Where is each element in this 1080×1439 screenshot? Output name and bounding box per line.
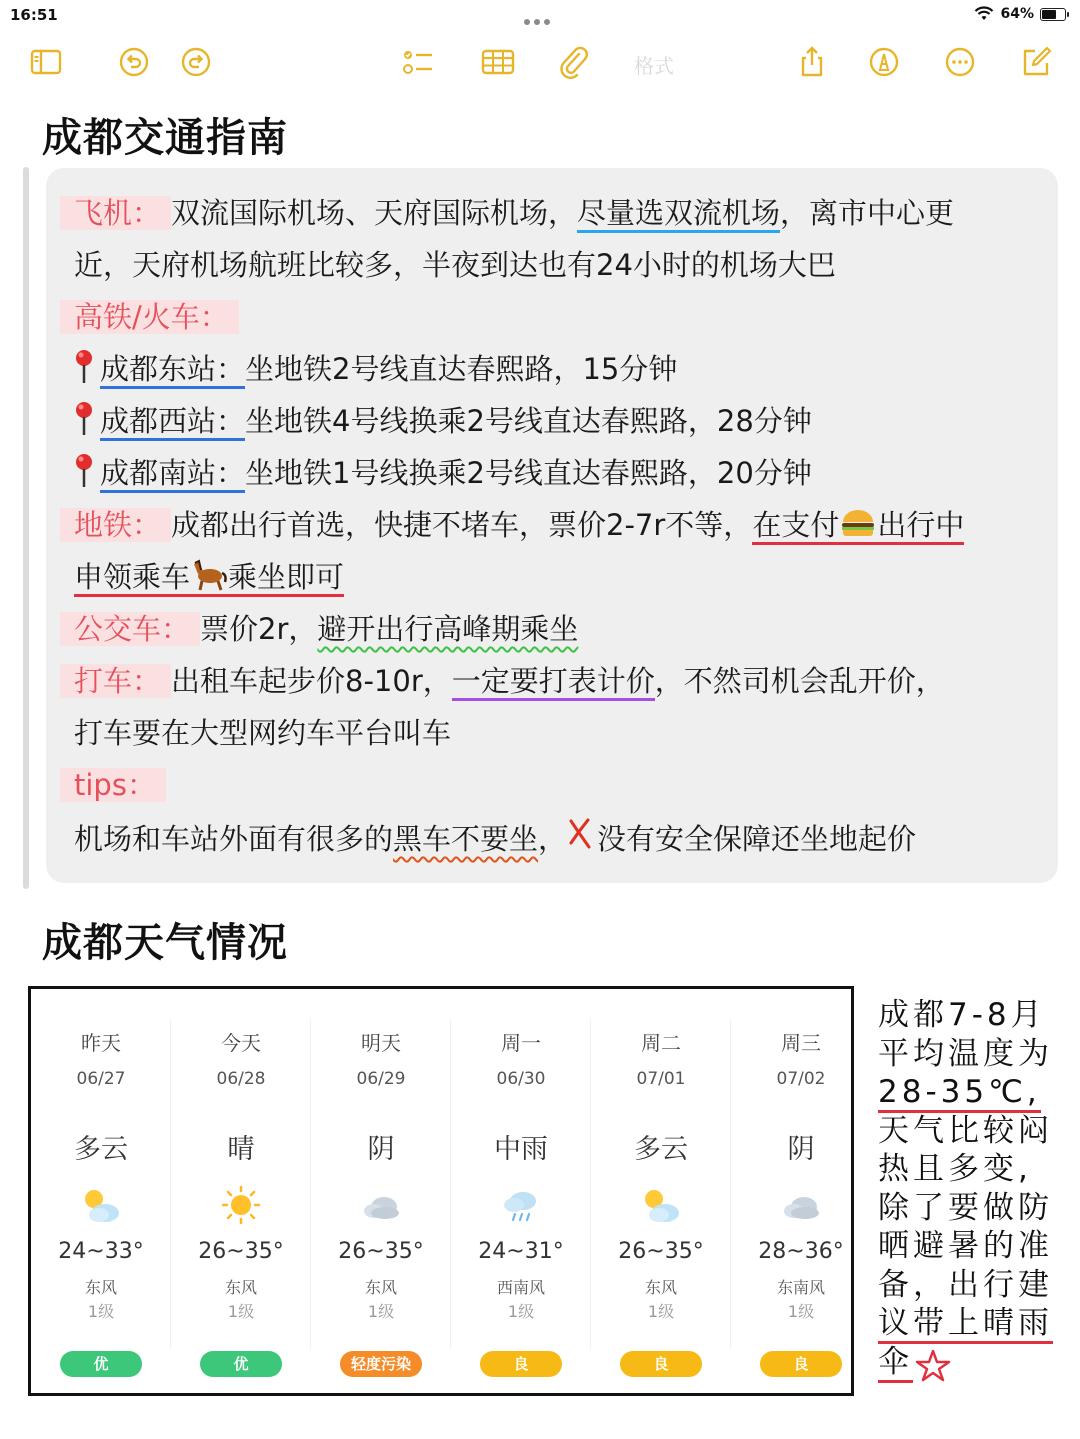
- taxi-tag: 打车：: [60, 664, 171, 698]
- traffic-title: 成都交通指南: [42, 115, 288, 161]
- note-highlight-3: 伞: [878, 1344, 913, 1383]
- note-line: 除了要做防: [878, 1189, 1053, 1226]
- weather-wind-level: 1级: [787, 1302, 815, 1321]
- pushpin-icon: [74, 349, 94, 385]
- station-name: 成都南站：: [100, 456, 245, 493]
- tips-text-3: ，: [538, 822, 568, 856]
- metro-text-2: 在支付: [752, 508, 840, 542]
- weather-day-label: 周三: [781, 1031, 821, 1055]
- undo-icon[interactable]: [116, 44, 152, 80]
- weather-date: 06/28: [216, 1069, 266, 1089]
- aqi-badge: 优: [60, 1351, 142, 1377]
- weather-forecast-panel: [28, 986, 854, 1396]
- weather-temp: 24~31°: [478, 1239, 564, 1264]
- note-line: 平均温度为: [878, 1035, 1053, 1072]
- note-line: 备，出行建: [878, 1266, 1053, 1303]
- train-line: [74, 297, 239, 337]
- weather-temp: 28~36°: [758, 1239, 844, 1264]
- weather-wind: 西南风: [496, 1278, 545, 1297]
- aqi-badge: 良: [760, 1351, 842, 1377]
- metro-text-1: 成都出行首选，快捷不堵车，票价2-7r不等，: [171, 508, 753, 542]
- metro-text-4: 申领乘车: [74, 560, 191, 594]
- weather-date: 07/02: [776, 1069, 826, 1089]
- note-highlight: 28-35℃,: [878, 1074, 1041, 1113]
- markup-pen-icon[interactable]: [866, 44, 902, 80]
- weather-date: 06/29: [356, 1069, 406, 1089]
- bus-highlight: 避开出行高峰期乘坐: [317, 612, 579, 646]
- weather-wind-level: 1级: [507, 1302, 535, 1321]
- note-line: 成都7-8月: [878, 997, 1046, 1033]
- cloudy-icon: [359, 1185, 403, 1225]
- flight-highlight: 尽量选双流机场: [577, 196, 780, 233]
- tips-tag: tips：: [60, 768, 166, 802]
- note-line: 热且多变,: [878, 1151, 1032, 1187]
- weather-wind-level: 1级: [367, 1302, 395, 1321]
- weather-condition: 阴: [367, 1134, 395, 1165]
- taxi-text-1: 出租车起步价8-10r，: [171, 664, 452, 698]
- taxi-line-2: 打车要在大型网约车平台叫车: [74, 716, 452, 750]
- weather-day-label: 昨天: [81, 1031, 121, 1055]
- weather-day-label: 明天: [361, 1031, 401, 1055]
- weather-condition: 多云: [634, 1134, 688, 1165]
- note-highlight-2: 议带上晴雨: [878, 1305, 1053, 1344]
- weather-wind-level: 1级: [647, 1302, 675, 1321]
- tips-text-line: [74, 817, 916, 859]
- station-row: [74, 453, 812, 493]
- weather-day: [731, 989, 871, 1393]
- battery-icon: [1040, 8, 1066, 21]
- weather-temp: 26~35°: [338, 1239, 424, 1264]
- note-line: 晒避暑的准: [878, 1228, 1053, 1264]
- status-right: [974, 6, 1066, 22]
- quote-bar: [23, 167, 29, 889]
- station-name: 成都东站：: [100, 352, 245, 389]
- weather-day: [451, 989, 591, 1393]
- weather-condition: 晴: [227, 1134, 255, 1165]
- station-row: [74, 401, 812, 441]
- partly-cloudy-icon: [639, 1185, 683, 1225]
- station-row: [74, 349, 677, 389]
- taxi-text-3: ，不然司机会乱开价，: [654, 664, 945, 698]
- aqi-badge: 良: [620, 1351, 702, 1377]
- metro-line-1: [74, 505, 964, 545]
- battery-percent: 64%: [1000, 6, 1034, 22]
- weather-temp: 26~35°: [618, 1239, 704, 1264]
- horse-icon: [190, 558, 228, 592]
- table-icon[interactable]: [480, 44, 516, 80]
- flight-line-1: [74, 193, 954, 233]
- metro-text-3: 出行中: [877, 508, 965, 542]
- cloudy-icon: [779, 1185, 823, 1225]
- format-button[interactable]: 格式: [634, 54, 674, 78]
- cross-mark-icon: [567, 817, 593, 851]
- train-tag: 高铁/火车：: [60, 300, 239, 334]
- tips-line: [74, 765, 166, 805]
- weather-temp: 26~35°: [198, 1239, 284, 1264]
- weather-condition: 阴: [787, 1134, 815, 1165]
- weather-date: 06/27: [76, 1069, 126, 1089]
- tips-highlight: 黑车不要坐: [393, 822, 539, 856]
- weather-wind: 东风: [644, 1278, 677, 1297]
- status-bar: [0, 0, 1080, 32]
- checklist-icon[interactable]: [400, 44, 436, 80]
- weather-date: 07/01: [636, 1069, 686, 1089]
- weather-day-label: 今天: [221, 1031, 261, 1055]
- flight-line-2: 近，天府机场航班比较多，半夜到达也有24小时的机场大巴: [74, 248, 836, 282]
- partly-cloudy-icon: [79, 1185, 123, 1225]
- weather-wind: 东风: [224, 1278, 257, 1297]
- weather-day: [591, 989, 731, 1393]
- weather-date: 06/30: [496, 1069, 546, 1089]
- more-options-icon[interactable]: [942, 44, 978, 80]
- multitask-dots-icon[interactable]: [524, 10, 556, 18]
- weather-day: [31, 989, 171, 1393]
- weather-day-label: 周二: [641, 1031, 681, 1055]
- redo-icon[interactable]: [178, 44, 214, 80]
- weather-condition: 多云: [74, 1134, 128, 1165]
- wifi-icon: [974, 6, 994, 22]
- bus-tag: 公交车：: [60, 612, 200, 646]
- metro-text-5: 乘坐即可: [228, 560, 345, 594]
- status-time: 16:51: [10, 6, 58, 24]
- weather-wind-level: 1级: [87, 1302, 115, 1321]
- pushpin-icon: [74, 401, 94, 437]
- flight-tag: 飞机：: [60, 196, 171, 230]
- aqi-badge: 轻度污染: [340, 1351, 422, 1377]
- bus-text-1: 票价2r，: [200, 612, 318, 646]
- notes-toolbar: [0, 40, 1080, 86]
- taxi-highlight: 一定要打表计价: [452, 664, 655, 701]
- weather-title: 成都天气情况: [42, 920, 288, 966]
- metro-line-2: [74, 557, 344, 597]
- weather-day-label: 周一: [501, 1031, 541, 1055]
- note-line: [878, 1343, 1058, 1382]
- weather-day: [171, 989, 311, 1393]
- aqi-badge: 优: [200, 1351, 282, 1377]
- weather-wind: 东风: [364, 1278, 397, 1297]
- weather-wind-level: 1级: [227, 1302, 255, 1321]
- star-doodle-icon: [913, 1348, 957, 1382]
- note-line: 天气比较闷: [878, 1112, 1053, 1149]
- station-desc: 坐地铁2号线直达春熙路，15分钟: [245, 352, 678, 386]
- weather-wind: 东南风: [776, 1278, 825, 1297]
- rain-icon: [499, 1185, 543, 1225]
- tips-text-1: 机场和车站外面有很多的: [74, 822, 394, 856]
- sunny-icon: [219, 1185, 263, 1225]
- attachment-icon[interactable]: [556, 44, 592, 80]
- note-line: [878, 1073, 1058, 1112]
- aqi-badge: 良: [480, 1351, 562, 1377]
- taxi-line-1: [74, 661, 945, 701]
- pushpin-icon: [74, 453, 94, 489]
- share-icon[interactable]: [794, 44, 830, 80]
- metro-tag: 地铁：: [60, 508, 171, 542]
- flight-text-1: 双流国际机场、天府国际机场，: [171, 196, 578, 230]
- note-line: [878, 1304, 1058, 1343]
- station-name: 成都西站：: [100, 404, 245, 441]
- weather-condition: 中雨: [494, 1134, 548, 1165]
- weather-note: [878, 996, 1058, 1382]
- weather-wind: 东风: [84, 1278, 117, 1297]
- weather-temp: 24~33°: [58, 1239, 144, 1264]
- bus-line: [74, 609, 578, 649]
- flight-text-3: ，离市中心更: [780, 196, 955, 230]
- tips-text-4: 没有安全保障还坐地起价: [597, 822, 917, 856]
- weather-day: [311, 989, 451, 1393]
- sidebar-toggle-icon[interactable]: [28, 44, 64, 80]
- compose-icon[interactable]: [1018, 44, 1054, 80]
- burger-icon: [839, 506, 877, 540]
- station-desc: 坐地铁1号线换乘2号线直达春熙路，20分钟: [245, 456, 812, 490]
- station-desc: 坐地铁4号线换乘2号线直达春熙路，28分钟: [245, 404, 812, 438]
